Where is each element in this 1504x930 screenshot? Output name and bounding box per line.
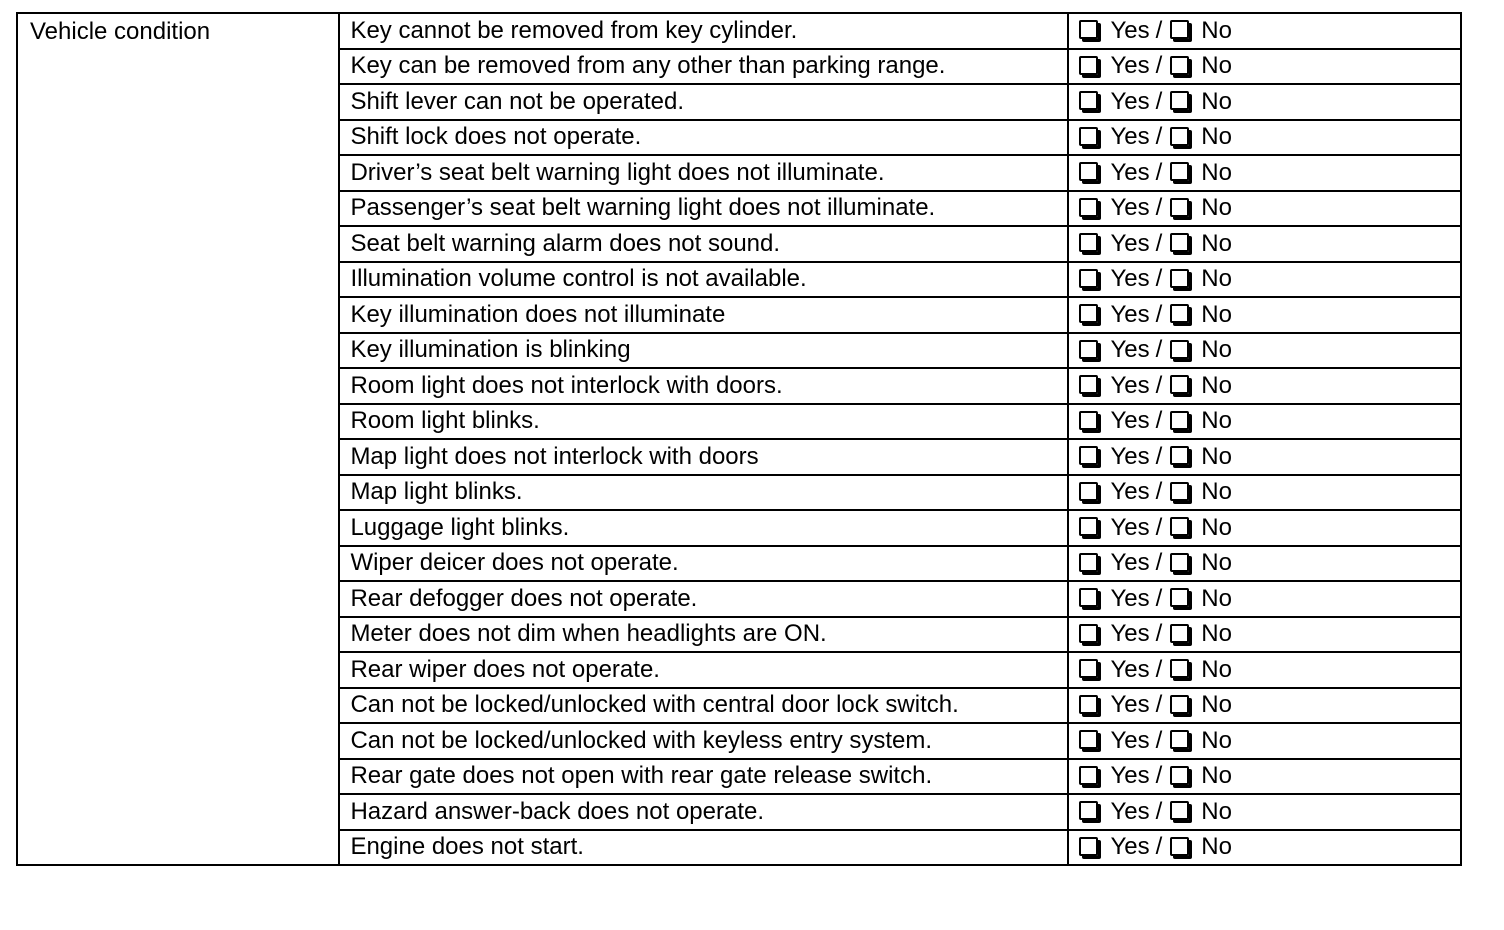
yes-no-choice (1079, 369, 1460, 403)
answer-cell (1068, 155, 1461, 191)
no-checkbox[interactable] (1170, 162, 1189, 181)
condition-cell (339, 723, 1068, 759)
no-checkbox[interactable] (1170, 766, 1189, 785)
answer-separator: / (1155, 265, 1163, 293)
condition-cell (339, 13, 1068, 49)
condition-text: Rear wiper does not operate. (350, 655, 660, 683)
answer-cell (1068, 84, 1461, 120)
yes-no-choice (1079, 440, 1460, 474)
no-checkbox[interactable] (1170, 730, 1189, 749)
yes-no-choice (1079, 263, 1460, 297)
vehicle-condition-table (16, 12, 1462, 866)
no-label: No (1201, 478, 1232, 506)
condition-cell (339, 120, 1068, 156)
condition-cell (339, 439, 1068, 475)
answer-cell (1068, 333, 1461, 369)
yes-checkbox[interactable] (1079, 766, 1098, 785)
yes-label: Yes (1110, 407, 1150, 435)
no-checkbox[interactable] (1170, 20, 1189, 39)
condition-text: Hazard answer-back does not operate. (350, 797, 765, 825)
answer-cell (1068, 794, 1461, 830)
condition-text: Key can be removed from any other than parking range. (350, 52, 946, 80)
answer-separator: / (1155, 158, 1163, 186)
answer-cell (1068, 723, 1461, 759)
condition-text: Illumination volume control is not available. (350, 265, 807, 293)
no-label: No (1201, 229, 1232, 257)
condition-text: Shift lock does not operate. (350, 123, 642, 151)
condition-cell (339, 475, 1068, 511)
yes-label: Yes (1110, 265, 1150, 293)
answer-separator: / (1155, 726, 1163, 754)
answer-cell (1068, 439, 1461, 475)
condition-cell (339, 830, 1068, 866)
yes-no-choice (1079, 795, 1460, 829)
condition-text: Rear gate does not open with rear gate release switch. (350, 762, 933, 790)
no-label: No (1201, 194, 1232, 222)
yes-no-choice (1079, 689, 1460, 723)
answer-separator: / (1155, 442, 1163, 470)
no-label: No (1201, 833, 1232, 861)
no-checkbox[interactable] (1170, 411, 1189, 430)
yes-checkbox[interactable] (1079, 837, 1098, 856)
yes-checkbox[interactable] (1079, 269, 1098, 288)
condition-text: Room light blinks. (350, 407, 540, 435)
answer-cell (1068, 191, 1461, 227)
no-checkbox[interactable] (1170, 695, 1189, 714)
no-label: No (1201, 584, 1232, 612)
yes-no-choice (1079, 50, 1460, 84)
no-label: No (1201, 87, 1232, 115)
answer-separator: / (1155, 584, 1163, 612)
condition-text: Engine does not start. (350, 833, 584, 861)
yes-label: Yes (1110, 442, 1150, 470)
answer-separator: / (1155, 300, 1163, 328)
no-label: No (1201, 620, 1232, 648)
condition-text: Room light does not interlock with doors. (350, 371, 783, 399)
no-checkbox[interactable] (1170, 837, 1189, 856)
condition-cell (339, 759, 1068, 795)
yes-checkbox[interactable] (1079, 91, 1098, 110)
yes-no-choice (1079, 653, 1460, 687)
condition-text: Shift lever can not be operated. (350, 87, 684, 115)
answer-separator: / (1155, 407, 1163, 435)
yes-label: Yes (1110, 833, 1150, 861)
condition-cell (339, 333, 1068, 369)
condition-cell (339, 49, 1068, 85)
condition-cell (339, 510, 1068, 546)
no-checkbox[interactable] (1170, 801, 1189, 820)
yes-label: Yes (1110, 478, 1150, 506)
answer-cell (1068, 581, 1461, 617)
no-label: No (1201, 158, 1232, 186)
answer-separator: / (1155, 620, 1163, 648)
yes-label: Yes (1110, 620, 1150, 648)
yes-no-choice (1079, 511, 1460, 545)
yes-checkbox[interactable] (1079, 695, 1098, 714)
yes-label: Yes (1110, 655, 1150, 683)
no-label: No (1201, 691, 1232, 719)
answer-separator: / (1155, 833, 1163, 861)
yes-checkbox[interactable] (1079, 659, 1098, 678)
condition-cell (339, 794, 1068, 830)
no-checkbox[interactable] (1170, 659, 1189, 678)
yes-no-choice (1079, 227, 1460, 261)
condition-cell (339, 297, 1068, 333)
yes-checkbox[interactable] (1079, 20, 1098, 39)
no-checkbox[interactable] (1170, 91, 1189, 110)
condition-cell (339, 368, 1068, 404)
answer-cell (1068, 297, 1461, 333)
answer-cell (1068, 368, 1461, 404)
yes-checkbox[interactable] (1079, 127, 1098, 146)
answer-separator: / (1155, 513, 1163, 541)
condition-cell (339, 404, 1068, 440)
no-checkbox[interactable] (1170, 340, 1189, 359)
yes-label: Yes (1110, 52, 1150, 80)
yes-checkbox[interactable] (1079, 411, 1098, 430)
answer-cell (1068, 13, 1461, 49)
no-checkbox[interactable] (1170, 127, 1189, 146)
no-label: No (1201, 549, 1232, 577)
condition-text: Can not be locked/unlocked with central door lock switch. (350, 691, 959, 719)
section-label-cell (17, 13, 339, 865)
yes-label: Yes (1110, 336, 1150, 364)
vehicle-condition-table-body (17, 13, 1461, 865)
answer-cell (1068, 617, 1461, 653)
no-checkbox[interactable] (1170, 233, 1189, 252)
yes-checkbox[interactable] (1079, 730, 1098, 749)
yes-no-choice (1079, 298, 1460, 332)
no-checkbox[interactable] (1170, 375, 1189, 394)
answer-separator: / (1155, 336, 1163, 364)
yes-no-choice (1079, 547, 1460, 581)
condition-text: Seat belt warning alarm does not sound. (350, 229, 781, 257)
yes-label: Yes (1110, 549, 1150, 577)
answer-cell (1068, 49, 1461, 85)
yes-no-choice (1079, 724, 1460, 758)
answer-separator: / (1155, 123, 1163, 151)
answer-cell (1068, 688, 1461, 724)
no-checkbox[interactable] (1170, 517, 1189, 536)
yes-label: Yes (1110, 158, 1150, 186)
condition-cell (339, 155, 1068, 191)
answer-cell (1068, 226, 1461, 262)
answer-separator: / (1155, 229, 1163, 257)
condition-text: Luggage light blinks. (350, 513, 570, 541)
condition-cell (339, 226, 1068, 262)
no-label: No (1201, 655, 1232, 683)
yes-checkbox[interactable] (1079, 375, 1098, 394)
condition-text: Key illumination is blinking (350, 336, 631, 364)
yes-no-choice (1079, 831, 1460, 865)
condition-cell (339, 84, 1068, 120)
condition-cell (339, 652, 1068, 688)
answer-separator: / (1155, 549, 1163, 577)
yes-label: Yes (1110, 371, 1150, 399)
condition-cell (339, 688, 1068, 724)
table-row (17, 13, 1461, 49)
no-label: No (1201, 265, 1232, 293)
condition-cell (339, 262, 1068, 298)
yes-no-choice (1079, 582, 1460, 616)
yes-label: Yes (1110, 194, 1150, 222)
answer-separator: / (1155, 691, 1163, 719)
condition-text: Passenger’s seat belt warning light does not illuminate. (350, 194, 936, 222)
answer-cell (1068, 546, 1461, 582)
no-label: No (1201, 52, 1232, 80)
yes-checkbox[interactable] (1079, 482, 1098, 501)
yes-label: Yes (1110, 123, 1150, 151)
condition-text: Meter does not dim when headlights are ON. (350, 620, 827, 648)
yes-no-choice (1079, 14, 1460, 48)
yes-no-choice (1079, 405, 1460, 439)
yes-label: Yes (1110, 300, 1150, 328)
no-label: No (1201, 442, 1232, 470)
no-label: No (1201, 726, 1232, 754)
yes-checkbox[interactable] (1079, 340, 1098, 359)
no-label: No (1201, 123, 1232, 151)
no-label: No (1201, 762, 1232, 790)
yes-no-choice (1079, 618, 1460, 652)
answer-separator: / (1155, 797, 1163, 825)
no-checkbox[interactable] (1170, 624, 1189, 643)
answer-cell (1068, 830, 1461, 866)
condition-text: Key illumination does not illuminate (350, 300, 726, 328)
yes-label: Yes (1110, 229, 1150, 257)
yes-no-choice (1079, 760, 1460, 794)
yes-no-choice (1079, 476, 1460, 510)
yes-checkbox[interactable] (1079, 446, 1098, 465)
answer-separator: / (1155, 194, 1163, 222)
yes-checkbox[interactable] (1079, 588, 1098, 607)
condition-cell (339, 546, 1068, 582)
yes-label: Yes (1110, 797, 1150, 825)
answer-cell (1068, 120, 1461, 156)
condition-text: Map light does not interlock with doors (350, 442, 759, 470)
yes-label: Yes (1110, 584, 1150, 612)
answer-separator: / (1155, 87, 1163, 115)
no-checkbox[interactable] (1170, 482, 1189, 501)
answer-separator: / (1155, 762, 1163, 790)
yes-checkbox[interactable] (1079, 624, 1098, 643)
condition-text: Driver’s seat belt warning light does not illuminate. (350, 158, 885, 186)
section-label: Vehicle condition (30, 18, 211, 45)
yes-label: Yes (1110, 762, 1150, 790)
answer-cell (1068, 759, 1461, 795)
answer-separator: / (1155, 655, 1163, 683)
yes-label: Yes (1110, 87, 1150, 115)
answer-separator: / (1155, 371, 1163, 399)
condition-cell (339, 617, 1068, 653)
no-label: No (1201, 300, 1232, 328)
yes-no-choice (1079, 156, 1460, 190)
no-checkbox[interactable] (1170, 446, 1189, 465)
yes-label: Yes (1110, 691, 1150, 719)
no-label: No (1201, 371, 1232, 399)
yes-checkbox[interactable] (1079, 162, 1098, 181)
no-checkbox[interactable] (1170, 198, 1189, 217)
no-label: No (1201, 513, 1232, 541)
answer-cell (1068, 404, 1461, 440)
yes-checkbox[interactable] (1079, 233, 1098, 252)
yes-checkbox[interactable] (1079, 553, 1098, 572)
no-checkbox[interactable] (1170, 588, 1189, 607)
yes-no-choice (1079, 85, 1460, 119)
condition-text: Can not be locked/unlocked with keyless entry system. (350, 726, 933, 754)
condition-text: Rear defogger does not operate. (350, 584, 698, 612)
yes-checkbox[interactable] (1079, 304, 1098, 323)
yes-label: Yes (1110, 16, 1150, 44)
yes-checkbox[interactable] (1079, 198, 1098, 217)
no-label: No (1201, 16, 1232, 44)
answer-cell (1068, 652, 1461, 688)
yes-checkbox[interactable] (1079, 56, 1098, 75)
answer-separator: / (1155, 52, 1163, 80)
no-label: No (1201, 336, 1232, 364)
yes-no-choice (1079, 334, 1460, 368)
answer-separator: / (1155, 16, 1163, 44)
no-checkbox[interactable] (1170, 56, 1189, 75)
no-checkbox[interactable] (1170, 553, 1189, 572)
condition-text: Map light blinks. (350, 478, 523, 506)
condition-text: Key cannot be removed from key cylinder. (350, 16, 798, 44)
condition-cell (339, 581, 1068, 617)
yes-label: Yes (1110, 513, 1150, 541)
yes-checkbox[interactable] (1079, 517, 1098, 536)
no-checkbox[interactable] (1170, 304, 1189, 323)
answer-cell (1068, 262, 1461, 298)
answer-cell (1068, 475, 1461, 511)
no-checkbox[interactable] (1170, 269, 1189, 288)
answer-cell (1068, 510, 1461, 546)
yes-label: Yes (1110, 726, 1150, 754)
yes-no-choice (1079, 121, 1460, 155)
no-label: No (1201, 797, 1232, 825)
yes-no-choice (1079, 192, 1460, 226)
condition-cell (339, 191, 1068, 227)
no-label: No (1201, 407, 1232, 435)
answer-separator: / (1155, 478, 1163, 506)
yes-checkbox[interactable] (1079, 801, 1098, 820)
condition-text: Wiper deicer does not operate. (350, 549, 679, 577)
